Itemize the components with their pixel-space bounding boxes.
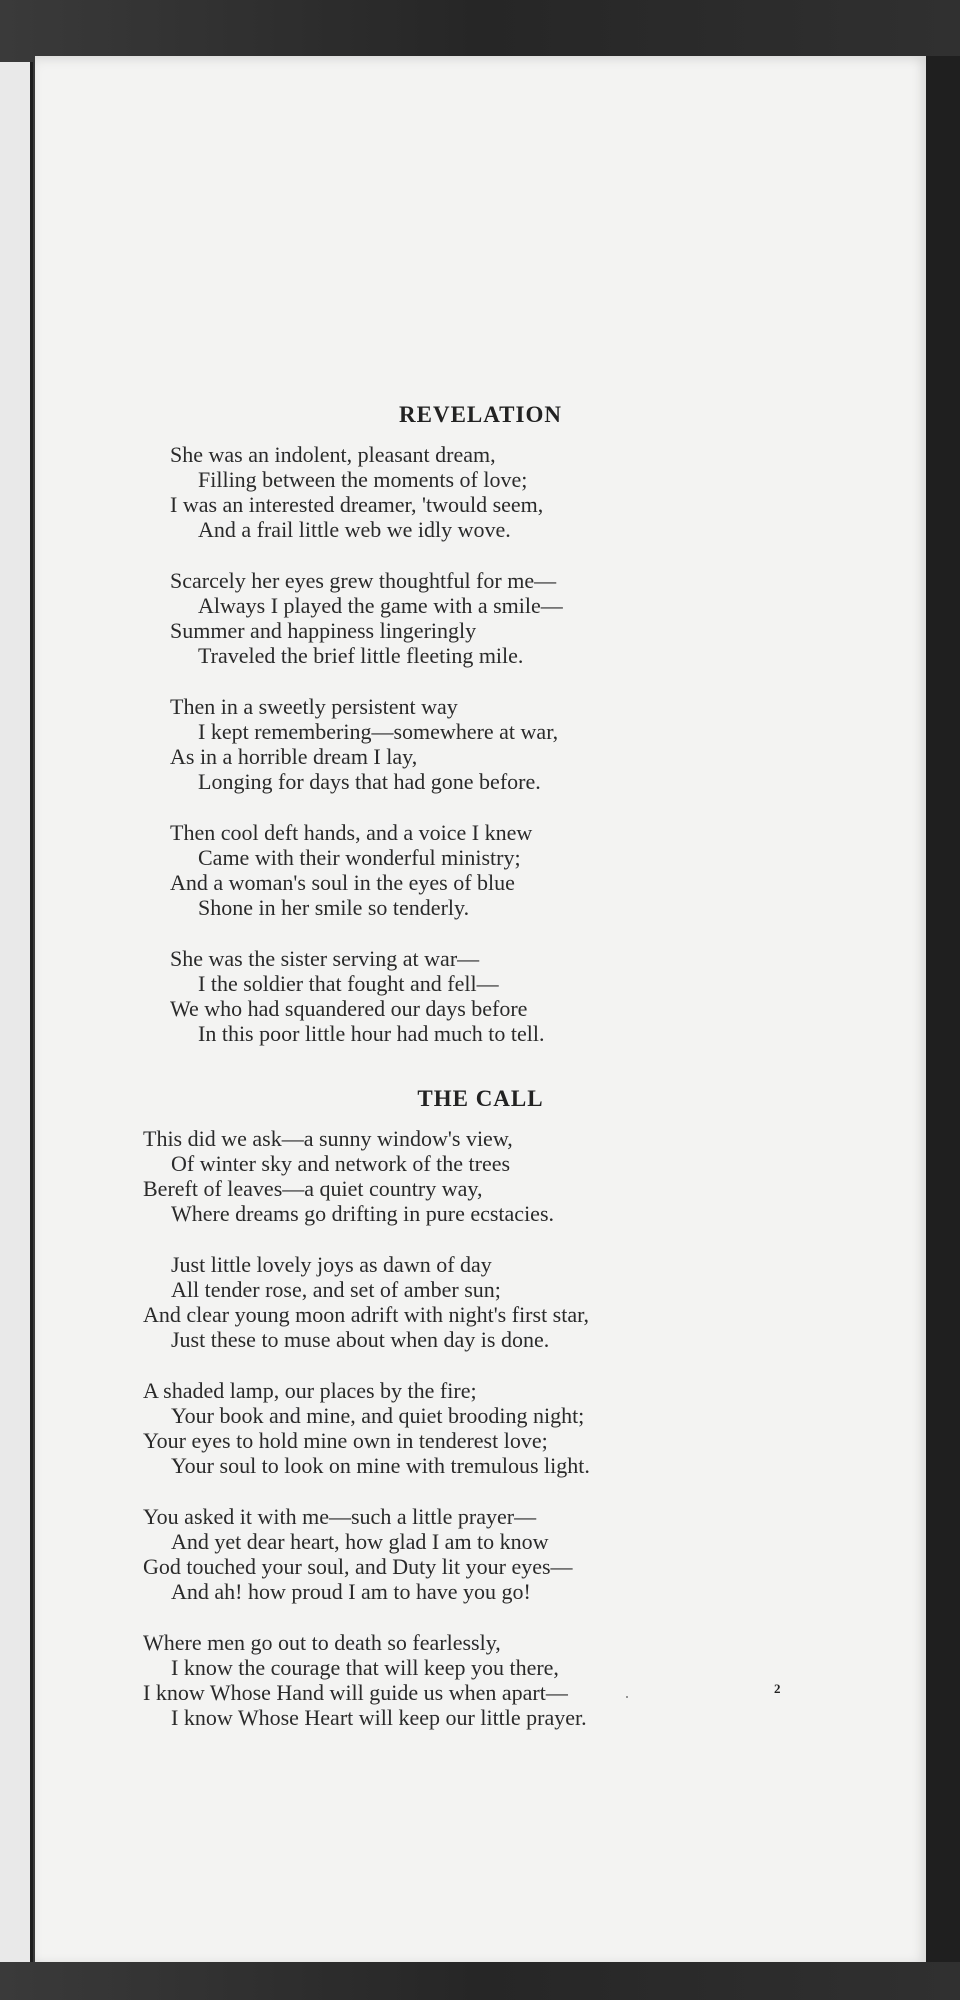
poem-line: Bereft of leaves—a quiet country way,: [143, 1176, 483, 1201]
scan-right-border: [926, 56, 960, 1962]
stanza: [143, 1630, 587, 1730]
facing-page-edge: [0, 62, 33, 1962]
stanza: [143, 1126, 554, 1226]
poem-line: Longing for days that had gone before.: [198, 769, 541, 794]
poem-title-revelation: REVELATION: [399, 402, 562, 427]
poem-line: Just these to muse about when day is done.: [171, 1327, 550, 1352]
document-page: [35, 56, 926, 1962]
poem-line: Shone in her smile so tenderly.: [198, 895, 470, 920]
poem-line: She was an indolent, pleasant dream,: [170, 442, 496, 467]
stanza: [170, 442, 543, 542]
poem-title-the-call: THE CALL: [417, 1086, 544, 1111]
poem-line: Traveled the brief little fleeting mile.: [198, 643, 524, 668]
stanza: [170, 694, 558, 794]
poem-line: And yet dear heart, how glad I am to know: [171, 1529, 549, 1554]
poem-line: I know Whose Hand will guide us when apart—: [143, 1680, 568, 1705]
stanza: [143, 1252, 589, 1352]
poem-line: You asked it with me—such a little prayer—: [143, 1504, 537, 1529]
poem-line: Then cool deft hands, and a voice I knew: [170, 820, 533, 845]
poem-line: A shaded lamp, our places by the fire;: [143, 1378, 477, 1403]
stanza: [170, 568, 563, 668]
poem-line: In this poor little hour had much to tell.: [198, 1021, 545, 1046]
poem-line: This did we ask—a sunny window's view,: [143, 1126, 513, 1151]
poem-line: Scarcely her eyes grew thoughtful for me—: [170, 568, 557, 593]
poem-line: And a woman's soul in the eyes of blue: [170, 870, 515, 895]
stanza: [170, 820, 532, 920]
poem-line: Always I played the game with a smile—: [198, 593, 563, 618]
poem-line: Then in a sweetly persistent way: [170, 694, 458, 719]
poem-line: And a frail little web we idly wove.: [198, 517, 511, 542]
stanza: [143, 1378, 590, 1478]
poem-line: As in a horrible dream I lay,: [170, 744, 418, 769]
paper-speck: [626, 1696, 628, 1698]
poem-line: And ah! how proud I am to have you go!: [171, 1579, 531, 1604]
poem-line: And clear young moon adrift with night's first star,: [143, 1302, 590, 1327]
page-number: 2: [774, 1681, 781, 1696]
poem-line: I was an interested dreamer, 'twould seem,: [170, 492, 544, 517]
poem-line: I the soldier that fought and fell—: [198, 971, 499, 996]
poem-line: I kept remembering—somewhere at war,: [198, 719, 559, 744]
poem-line: Of winter sky and network of the trees: [171, 1151, 511, 1176]
poem-line: Came with their wonderful ministry;: [198, 845, 521, 870]
poem-line: Where men go out to death so fearlessly,: [143, 1630, 501, 1655]
poem-line: Just little lovely joys as dawn of day: [171, 1252, 492, 1277]
poem-line: I know the courage that will keep you there,: [171, 1655, 559, 1680]
poem-line: Where dreams go drifting in pure ecstacies.: [171, 1201, 555, 1226]
stanza: [170, 946, 544, 1046]
poem-line: Your book and mine, and quiet brooding night;: [171, 1403, 585, 1428]
poem-line: Your soul to look on mine with tremulous light.: [171, 1453, 590, 1478]
poem-line: Filling between the moments of love;: [198, 467, 528, 492]
poem-line: Your eyes to hold mine own in tenderest love;: [143, 1428, 548, 1453]
poem-line: I know Whose Heart will keep our little prayer.: [171, 1705, 587, 1730]
poem-line: Summer and happiness lingeringly: [170, 618, 477, 643]
poem-line: God touched your soul, and Duty lit your eyes—: [143, 1554, 573, 1579]
poem-line: She was the sister serving at war—: [170, 946, 480, 971]
poem-line: All tender rose, and set of amber sun;: [171, 1277, 501, 1302]
stanza: [143, 1504, 573, 1604]
poem-line: We who had squandered our days before: [170, 996, 528, 1021]
